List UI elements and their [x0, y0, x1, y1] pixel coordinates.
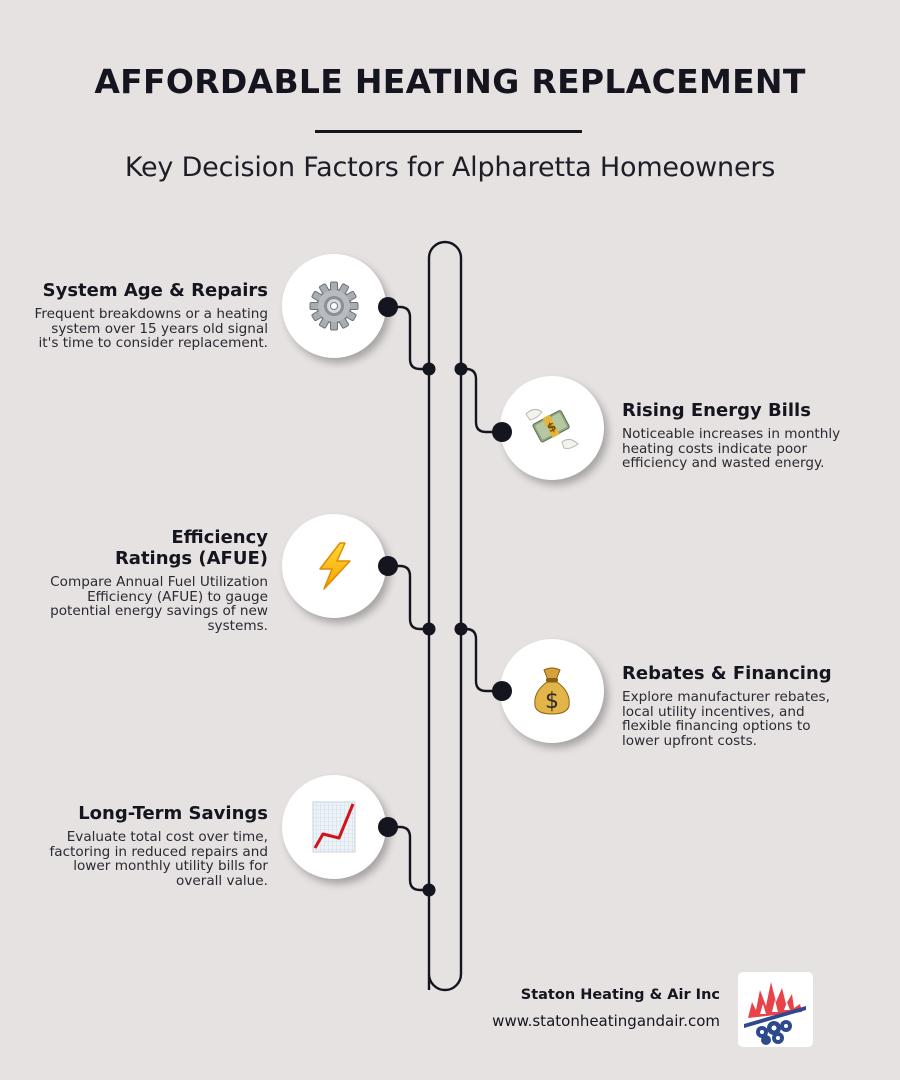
company-logo	[738, 972, 813, 1047]
money-bag-icon	[530, 666, 574, 716]
factor-description: Evaluate total cost over time, factoring in reduced repairs and lower monthly utility bills for overall value.	[49, 829, 268, 889]
factor-description: Frequent breakdowns or a heating system over 15 years old signal it's time to consider replacement.	[34, 306, 268, 351]
page-title: AFFORDABLE HEATING REPLACEMENT	[94, 62, 806, 101]
factor-title: Long-Term Savings	[78, 803, 268, 824]
gear-icon	[308, 280, 360, 332]
factor-energy-bills	[622, 400, 847, 471]
page-subtitle: Key Decision Factors for Alpharetta Homeowners	[124, 152, 776, 183]
factor-rebates	[622, 663, 847, 748]
factor-circle-energy-bills	[500, 376, 604, 480]
factor-description: Compare Annual Fuel Utilization Efficiency (AFUE) to gauge potential energy savings of new systems.	[50, 574, 268, 634]
factor-circle-system-age	[282, 254, 386, 358]
factor-savings	[28, 803, 268, 888]
junction-dot	[455, 623, 468, 636]
junction-dot	[423, 623, 436, 636]
factor-title: System Age & Repairs	[42, 280, 268, 301]
money-with-wings-icon	[524, 404, 580, 452]
factor-efficiency	[28, 527, 268, 633]
factor-title: Rising Energy Bills	[622, 400, 811, 421]
chart-increasing-icon	[312, 801, 356, 853]
factor-circle-efficiency	[282, 514, 386, 618]
svg-text:$: $	[544, 418, 559, 436]
junction-dot	[423, 884, 436, 897]
company-name: Staton Heating & Air Inc	[520, 987, 720, 1003]
factor-title: Efficiency Ratings (AFUE)	[114, 527, 268, 569]
junction-dot	[423, 363, 436, 376]
factor-system-age	[28, 280, 268, 351]
junction-dot	[455, 363, 468, 376]
factor-circle-rebates	[500, 639, 604, 743]
svg-text:$: $	[545, 689, 559, 714]
factor-title: Rebates & Financing	[622, 663, 832, 684]
factor-description: Noticeable increases in monthly heating costs indicate poor efficiency and wasted energy.	[622, 426, 841, 471]
company-website-link[interactable]: www.statonheatingandair.com	[492, 1012, 720, 1030]
factor-circle-savings	[282, 775, 386, 879]
flame-snowflake-logo	[738, 972, 813, 1047]
factor-description: Explore manufacturer rebates, local utility incentives, and flexible financing options to lower upfront costs.	[622, 689, 830, 749]
lightning-bolt-icon	[314, 541, 354, 591]
